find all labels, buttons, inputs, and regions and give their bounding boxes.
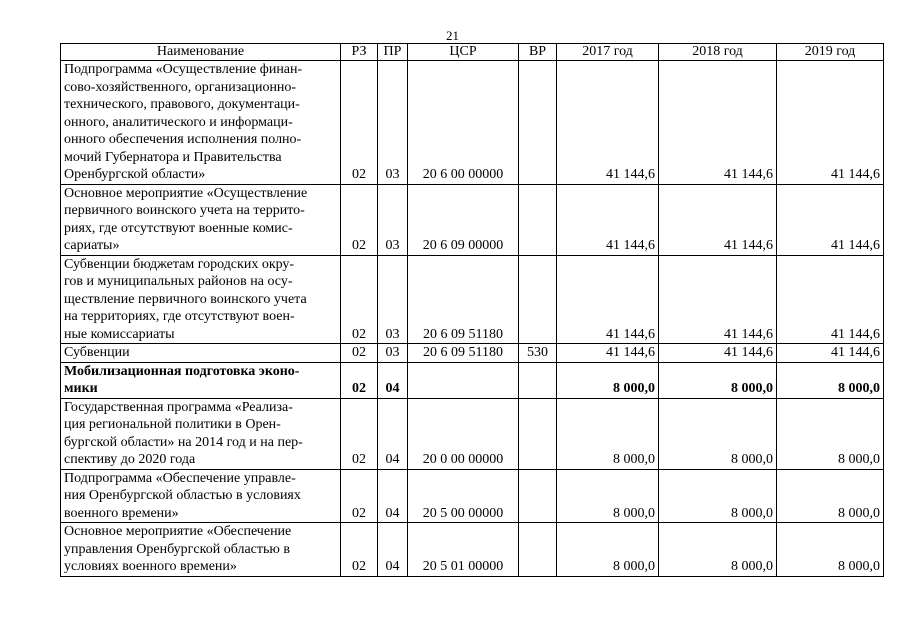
- row-vr: 530: [519, 344, 557, 363]
- row-name-line: военного времени»: [64, 505, 179, 521]
- row-rz: 02: [341, 523, 378, 577]
- row-name-line: ные комиссариаты: [64, 326, 175, 342]
- row-vr: [519, 523, 557, 577]
- table-row: [61, 344, 884, 363]
- row-name-cell: [61, 469, 341, 523]
- table-body: [61, 61, 884, 577]
- row-csr: 20 0 00 00000: [408, 398, 519, 469]
- row-name-line: первичного воинского учета на террито-: [64, 203, 305, 218]
- row-name-line: ния Оренбургской областью в условиях: [64, 488, 301, 503]
- row-pr: 04: [378, 523, 408, 577]
- row-amount-2018: 41 144,6: [659, 61, 777, 185]
- row-csr: [408, 362, 519, 398]
- row-name-line: онного, аналитического и информаци-: [64, 114, 293, 130]
- row-rz: 02: [341, 184, 378, 255]
- row-rz: 02: [341, 61, 378, 185]
- row-name-cell: [61, 255, 341, 344]
- table-row: [61, 398, 884, 469]
- row-amount-2018: 8 000,0: [659, 469, 777, 523]
- row-name-line: технического, правового, документаци-: [64, 97, 300, 112]
- header-2018: 2018 год: [659, 44, 777, 61]
- row-name-cell: [61, 61, 341, 185]
- row-amount-2017: 8 000,0: [557, 469, 659, 523]
- row-name-line: бургской области» на 2014 год и на пер-: [64, 434, 303, 450]
- row-name-cell: [61, 523, 341, 577]
- row-vr: [519, 398, 557, 469]
- row-name-line: Основное мероприятие «Обеспечение: [64, 524, 292, 539]
- row-pr: 03: [378, 184, 408, 255]
- row-name-cell: [61, 398, 341, 469]
- row-amount-2019: 8 000,0: [777, 469, 884, 523]
- row-vr: [519, 255, 557, 344]
- row-rz: 02: [341, 344, 378, 363]
- table-row: [61, 61, 884, 185]
- budget-table: [60, 43, 884, 577]
- header-csr: ЦСР: [408, 44, 519, 61]
- row-vr: [519, 362, 557, 398]
- row-amount-2019: 41 144,6: [777, 61, 884, 185]
- row-amount-2017: 41 144,6: [557, 344, 659, 363]
- row-name-line: Субвенции бюджетам городских окру-: [64, 256, 295, 272]
- row-csr: 20 6 00 00000: [408, 61, 519, 185]
- header-2019: 2019 год: [777, 44, 884, 61]
- row-pr: 04: [378, 398, 408, 469]
- row-name-line: сариаты»: [64, 238, 120, 253]
- row-amount-2018: 8 000,0: [659, 362, 777, 398]
- row-csr: 20 6 09 51180: [408, 344, 519, 363]
- row-amount-2019: 8 000,0: [777, 362, 884, 398]
- row-name-line: Подпрограмма «Обеспечение управле-: [64, 470, 296, 486]
- row-amount-2019: 41 144,6: [777, 344, 884, 363]
- header-name: Наименование: [61, 44, 341, 61]
- table-row: [61, 469, 884, 523]
- row-name-line: Мобилизационная подготовка эконо-: [64, 363, 300, 379]
- row-name-line: Основное мероприятие «Осуществление: [64, 185, 308, 201]
- row-name-line: сово-хозяйственного, организационно-: [64, 79, 297, 95]
- row-csr: 20 6 09 00000: [408, 184, 519, 255]
- row-csr: 20 6 09 51180: [408, 255, 519, 344]
- row-vr: [519, 184, 557, 255]
- row-name-line: Субвенции: [64, 345, 130, 360]
- row-rz: 02: [341, 398, 378, 469]
- row-name-line: ция региональной политики в Орен-: [64, 417, 281, 432]
- row-amount-2019: 8 000,0: [777, 523, 884, 577]
- table-row: [61, 255, 884, 344]
- row-name-line: гов и муниципальных районов на осу-: [64, 274, 293, 289]
- row-name-line: управления Оренбургской областью в: [64, 541, 290, 557]
- table-row: [61, 184, 884, 255]
- row-pr: 03: [378, 255, 408, 344]
- row-name-line: мики: [64, 381, 98, 396]
- row-name-line: условиях военного времени»: [64, 559, 237, 574]
- row-amount-2018: 8 000,0: [659, 398, 777, 469]
- row-amount-2018: 41 144,6: [659, 255, 777, 344]
- row-name-cell: [61, 344, 341, 363]
- row-name-line: спективу до 2020 года: [64, 452, 196, 467]
- table-row: [61, 523, 884, 577]
- row-amount-2018: 41 144,6: [659, 184, 777, 255]
- row-amount-2019: 41 144,6: [777, 255, 884, 344]
- row-name-cell: [61, 184, 341, 255]
- row-pr: 04: [378, 362, 408, 398]
- row-name-line: на территориях, где отсутствуют воен-: [64, 309, 295, 324]
- header-row: [61, 44, 884, 61]
- row-rz: 02: [341, 469, 378, 523]
- row-vr: [519, 469, 557, 523]
- table-row: [61, 362, 884, 398]
- row-pr: 03: [378, 61, 408, 185]
- row-csr: 20 5 01 00000: [408, 523, 519, 577]
- row-amount-2017: 41 144,6: [557, 61, 659, 185]
- header-rz: РЗ: [341, 44, 378, 61]
- row-amount-2017: 8 000,0: [557, 523, 659, 577]
- row-name-line: Государственная программа «Реализа-: [64, 399, 293, 415]
- row-pr: 04: [378, 469, 408, 523]
- row-name-line: Оренбургской области»: [64, 167, 206, 182]
- row-name-line: Подпрограмма «Осуществление финан-: [64, 62, 303, 77]
- row-pr: 03: [378, 344, 408, 363]
- row-amount-2017: 8 000,0: [557, 362, 659, 398]
- row-rz: 02: [341, 255, 378, 344]
- row-name-line: мочий Губернатора и Правительства: [64, 149, 282, 165]
- header-vr: ВР: [519, 44, 557, 61]
- row-amount-2019: 41 144,6: [777, 184, 884, 255]
- row-amount-2017: 8 000,0: [557, 398, 659, 469]
- row-vr: [519, 61, 557, 185]
- row-name-line: онного обеспечения исполнения полно-: [64, 132, 302, 147]
- row-amount-2017: 41 144,6: [557, 255, 659, 344]
- row-amount-2017: 41 144,6: [557, 184, 659, 255]
- row-amount-2019: 8 000,0: [777, 398, 884, 469]
- row-rz: 02: [341, 362, 378, 398]
- page-number: 21: [446, 28, 459, 43]
- row-name-line: риях, где отсутствуют военные комис-: [64, 220, 293, 236]
- row-name-cell: [61, 362, 341, 398]
- header-2017: 2017 год: [557, 44, 659, 61]
- header-pr: ПР: [378, 44, 408, 61]
- row-amount-2018: 8 000,0: [659, 523, 777, 577]
- row-amount-2018: 41 144,6: [659, 344, 777, 363]
- row-csr: 20 5 00 00000: [408, 469, 519, 523]
- row-name-line: ществление первичного воинского учета: [64, 291, 307, 307]
